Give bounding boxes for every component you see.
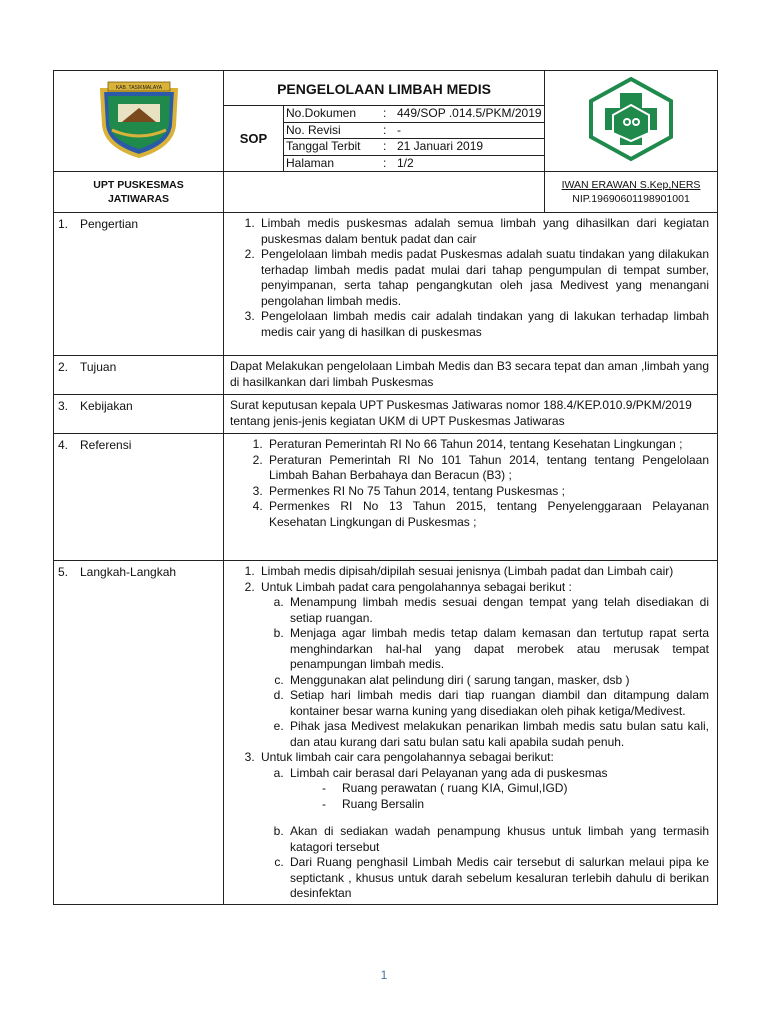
- list-item: 4. Permenkes RI No 13 Tahun 2015, tentang Penyelenggaraan Pelayanan Kesehatan Lingkungan di Puskesmas ;: [266, 499, 709, 530]
- section-content-kebijakan: Surat keputusan kepala UPT Puskesmas Jatiwaras nomor 188.4/KEP.010.9/PKM/2019 tentang jenis-jenis kegiatan UKM di UPT Puskesmas Jatiwaras: [224, 395, 718, 434]
- list-item: 3. Permenkes RI No 75 Tahun 2014, tentang Puskesmas ;: [266, 484, 709, 500]
- svg-text:KAB. TASIKMALAYA: KAB. TASIKMALAYA: [115, 84, 162, 91]
- section-content-tujuan: Dapat Melakukan pengelolaan Limbah Medis dan B3 secara tepat dan aman ,limbah yang di hasilkankan dari limbah Puskesmas: [224, 356, 718, 395]
- puskesmas-logo-icon: [583, 75, 679, 163]
- section-label-langkah: 5. Langkah-Langkah: [54, 561, 224, 905]
- meta-row: Halaman : 1/2: [284, 155, 544, 171]
- list-item: a. Menampung limbah medis sesuai dengan tempat yang telah disediakan di setiap ruangan.: [287, 595, 709, 626]
- signer-name: IWAN ERAWAN S.Kep,NERS: [561, 179, 701, 191]
- meta-row: No. Revisi : -: [284, 122, 544, 139]
- list-item: 3. Untuk limbah cair cara pengolahannya sebagai berikut: a. Limbah cair berasal dari Pelayanan yang ada di puskesmas - Ruang perawatan ( ruang KIA, Gimul,IGD) - Ruang Bersalin b. Akan di sediakan wadah penampung khusus untuk limbah yang termasih katagori tersebut c. Dari Ruang penghasil Limbah Medis cair tersebut di salurkan melaui pipa ke septictank , khusus untuk darah sebelum kesaluran terlebih dahulu di berikan desinfektan: [258, 750, 709, 902]
- list-item: 1. Limbah medis dipisah/dipilah sesuai jenisnya (Limbah padat dan Limbah cair): [258, 564, 709, 580]
- section-content-pengertian: [224, 213, 718, 356]
- page-number: 1: [380, 968, 388, 982]
- signer-nip: NIP.19690601198901001: [572, 193, 690, 205]
- list-item: b. Akan di sediakan wadah penampung khusus untuk limbah yang termasih katagori tersebut: [287, 824, 709, 855]
- document-meta-cell: [284, 106, 545, 172]
- sop-document: [53, 70, 717, 905]
- list-item: c. Menggunakan alat pelindung diri ( sarung tangan, masker, dsb ): [287, 673, 709, 689]
- empty-cell: [224, 172, 545, 213]
- unit-name: UPT PUSKESMAS JATIWARAS: [54, 172, 224, 213]
- meta-row: No.Dokumen : 449/SOP .014.5/PKM/2019: [286, 106, 542, 120]
- list-item: 1. Peraturan Pemerintah RI No 66 Tahun 2014, tentang Kesehatan Lingkungan ;: [266, 437, 709, 453]
- list-item: e. Pihak jasa Medivest melakukan penarikan limbah medis satu bulan satu kali, dan atau kurang dari satu bulan satu kali apabila sudah penuh.: [287, 719, 709, 750]
- section-label-referensi: 4. Referensi: [54, 434, 224, 561]
- list-item: - Ruang perawatan ( ruang KIA, Gimul,IGD): [322, 781, 709, 797]
- section-content-langkah: [224, 561, 718, 905]
- regency-shield-icon: [94, 80, 184, 158]
- list-item: 2. Pengelolaan limbah medis padat Puskesmas adalah suatu tindakan yang dilakukan terhadap limbah medis padat mulai dari tahap pengumpulan di tempat sumber, penyimpanan, serta tahap pengangkutan oleh jasa Medivest yang menangani pengolahan limbah medis.: [258, 247, 709, 309]
- list-item: c. Dari Ruang penghasil Limbah Medis cair tersebut di salurkan melaui pipa ke septictank , khusus untuk darah sebelum kesaluran terlebih dahulu di berikan desinfektan: [287, 855, 709, 902]
- section-label-kebijakan: 3. Kebijakan: [54, 395, 224, 434]
- section-label-pengertian: 1. Pengertian: [54, 213, 224, 356]
- list-item: b. Menjaga agar limbah medis tetap dalam kemasan dan tertutup rapat serta menghindarkan hal-hal yang dapat merobek atau merusak tempat penampungan limbah medis.: [287, 626, 709, 673]
- meta-row: Tanggal Terbit : 21 Januari 2019: [284, 139, 544, 156]
- signer-block: [545, 172, 718, 213]
- list-item: 3. Pengelolaan limbah medis cair adalah tindakan yang di lakukan terhadap limbah medis cair yang di hasilkan di puskesmas: [258, 309, 709, 340]
- section-label-tujuan: 2. Tujuan: [54, 356, 224, 395]
- list-item: 2. Peraturan Pemerintah RI No 101 Tahun 2014, tentang tentang Pengelolaan Limbah Bahan Berbahaya dan Beracun (B3) ;: [266, 453, 709, 484]
- list-item: 2. Untuk Limbah padat cara pengolahannya sebagai berikut : a. Menampung limbah medis sesuai dengan tempat yang telah disediakan di setiap ruangan. b. Menjaga agar limbah medis tetap dalam kemasan dan tertutup rapat serta menghindarkan hal-hal yang dapat merobek atau merusak tempat penampungan limbah medis. c. Menggunakan alat pelindung diri ( sarung tangan, masker, dsb ) d. Setiap hari limbah medis dari tiap ruangan diambil dan ditampung dalam kontainer besar warna kuning yang disediakan oleh pihak ketiga/Medivest. e. Pihak jasa Medivest melakukan penarikan limbah medis satu bulan satu kali, dan atau kurang dari satu bulan satu kali apabila sudah penuh.: [258, 580, 709, 751]
- document-title: PENGELOLAAN LIMBAH MEDIS: [224, 71, 545, 106]
- list-item: d. Setiap hari limbah medis dari tiap ruangan diambil dan ditampung dalam kontainer besar warna kuning yang disediakan oleh pihak ketiga/Medivest.: [287, 688, 709, 719]
- section-content-referensi: [224, 434, 718, 561]
- sop-label: SOP: [224, 106, 284, 172]
- list-item: - Ruang Bersalin: [322, 797, 709, 813]
- puskesmas-logo-cell: [545, 71, 718, 172]
- regency-logo-cell: [54, 71, 224, 172]
- list-item: 1. Limbah medis puskesmas adalah semua limbah yang dihasilkan dari kegiatan puskesmas dalam bentuk padat dan cair: [258, 216, 709, 247]
- list-item: a. Limbah cair berasal dari Pelayanan yang ada di puskesmas - Ruang perawatan ( ruang KIA, Gimul,IGD) - Ruang Bersalin: [287, 766, 709, 825]
